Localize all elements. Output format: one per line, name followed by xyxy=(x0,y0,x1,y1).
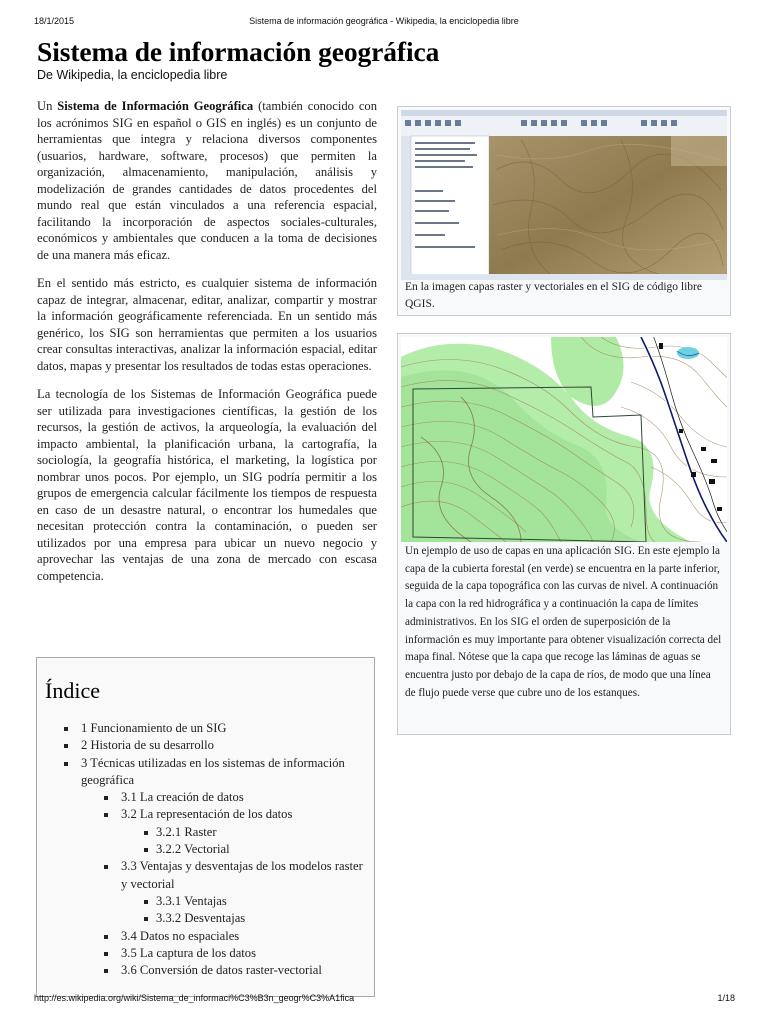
toc-item[interactable] xyxy=(37,962,375,979)
toc-item[interactable] xyxy=(37,945,375,962)
article-body xyxy=(37,98,377,596)
layers-map-caption: Un ejemplo de uso de capas en una aplicación SIG. En este ejemplo la capa de la cubierta forestal (en verde) se encuentra en la parte inferior, seguida de la capa topográfica con las curvas de nivel. A continuación la capa con la red hidrográfica y a continuación la capa de límites administrativos. En los SIG el orden de superposición de la información es muy importante para obtener visualización correcta del mapa final. Nótese que la capa que recoge las láminas de aguas se encuentra justo por debajo de la capa de ríos, de modo que una línea de flujo puede verse que cubre uno de los estanques. xyxy=(405,545,722,699)
print-page-number: 1/18 xyxy=(717,993,735,1003)
toc-bullet-icon xyxy=(64,744,68,748)
toc-bullet-icon xyxy=(104,969,108,973)
print-doc-title: Sistema de información geográfica - Wikipedia, la enciclopedia libre xyxy=(249,16,519,26)
toc-item-label[interactable]: 3.2.2 Vectorial xyxy=(156,842,230,857)
toc-bullet-icon xyxy=(144,917,148,921)
toc-item[interactable] xyxy=(37,824,375,841)
toc-item[interactable] xyxy=(37,910,375,927)
toc-bullet-icon xyxy=(104,813,108,817)
toc-bullet-icon xyxy=(64,762,68,766)
toc-item[interactable] xyxy=(37,806,375,823)
toc-item-label[interactable]: 3.5 La captura de los datos xyxy=(121,945,256,960)
toc-item[interactable] xyxy=(37,928,375,945)
toc-item[interactable] xyxy=(37,755,375,790)
print-url: http://es.wikipedia.org/wiki/Sistema_de_informaci%C3%B3n_geogr%C3%A1fica xyxy=(34,993,355,1003)
paragraph-definition: En el sentido más estricto, es cualquier sistema de información capaz de integrar, almacenar, editar, analizar, compartir y mostrar la información geográficamente referenciada. En un sentido más genérico, los SIG son herramientas que permiten a los usuarios crear consultas interactivas, analizar la información espacial, editar datos, mapas y presentar los resultados de todas estas operaciones. xyxy=(37,276,377,373)
toc-item-label[interactable]: 3.1 La creación de datos xyxy=(121,790,244,805)
toc-bullet-icon xyxy=(104,952,108,956)
paragraph-applications: La tecnología de los Sistemas de Información Geográfica puede ser utilizada para investigaciones científicas, la gestión de los recursos, la gestión de activos, la arqueología, la evaluación del impacto ambiental, la planificación urbana, la cartografía, la sociología, la geografía histórica, el marketing, la logística por nombrar unos pocos. Por ejemplo, un SIG podría permitir a los grupos de emergencia calcular fácilmente los tiempos de respuesta en caso de un desastre natural, o encontrar los humedales que necesitan protección contra la contaminación, o pueden ser utilizados por una empresa para ubicar un nuevo negocio y aprovechar las ventajas de una zona de mercado con escasa competencia. xyxy=(37,387,377,583)
toc-bullet-icon xyxy=(144,831,148,835)
layers-map-image[interactable] xyxy=(401,337,727,542)
figure-qgis xyxy=(397,106,731,316)
print-footer xyxy=(0,993,768,1007)
page-title: Sistema de información geográfica xyxy=(37,36,440,67)
toc-bullet-icon xyxy=(104,865,108,869)
print-date: 18/1/2015 xyxy=(34,16,75,26)
toc-bullet-icon xyxy=(104,935,108,939)
toc-item-label[interactable]: 3.3.2 Desventajas xyxy=(156,911,246,926)
toc-item[interactable] xyxy=(37,737,375,754)
toc-item-label[interactable]: 3.3 Ventajas y desventajas de los modelos raster y vectorial xyxy=(121,859,363,891)
toc-item-label[interactable]: 1 Funcionamiento de un SIG xyxy=(81,721,227,735)
toc-bullet-icon xyxy=(64,727,68,731)
intro-rest: (también conocido con los acrónimos SIG en español o GIS en inglés) es un conjunto de herramientas que integra y relaciona diversos componentes (usuarios, hardware, software, procesos) que permiten la organización, almacenamiento, manipulación, análisis y modelización de grandes cantidades de datos procedentes del mundo real que están vinculados a una referencia espacial, facilitando la incorporación de aspectos sociales-culturales, económicos y ambientales que conducen a la toma de decisiones de una manera más eficaz. xyxy=(37,99,377,262)
qgis-figure-caption: En la imagen capas raster y vectoriales en el SIG de código libre QGIS. xyxy=(405,281,702,311)
toc-item-label[interactable]: 3.3.1 Ventajas xyxy=(156,893,227,908)
toc-item[interactable] xyxy=(37,841,375,858)
figure-layers-map xyxy=(397,333,731,735)
toc-item-label[interactable]: 3.6 Conversión de datos raster-vectorial xyxy=(121,963,322,978)
qgis-screenshot-image[interactable] xyxy=(401,110,727,280)
toc-item-label[interactable]: 3.4 Datos no espaciales xyxy=(121,928,240,943)
toc-bullet-icon xyxy=(144,900,148,904)
toc-item-label[interactable]: 3.2.1 Raster xyxy=(156,824,217,839)
toc-item[interactable] xyxy=(37,789,375,806)
print-header xyxy=(0,16,768,30)
toc-item[interactable] xyxy=(37,893,375,910)
table-of-contents xyxy=(36,657,375,997)
paragraph-intro xyxy=(37,98,377,263)
toc-bullet-icon xyxy=(104,796,108,800)
toc-list xyxy=(37,720,375,979)
page-subtitle: De Wikipedia, la enciclopedia libre xyxy=(37,68,228,82)
intro-prefix: Un xyxy=(37,99,58,113)
toc-item-label[interactable]: 3 Técnicas utilizadas en los sistemas de información geográfica xyxy=(81,755,345,787)
toc-item-label[interactable]: 2 Historia de su desarrollo xyxy=(81,738,214,753)
toc-item-label[interactable]: 3.2 La representación de los datos xyxy=(121,807,293,822)
intro-bold-term[interactable]: Sistema de Información Geográfica xyxy=(57,99,254,113)
toc-bullet-icon xyxy=(144,848,148,852)
toc-item[interactable] xyxy=(37,858,375,893)
toc-title: Índice xyxy=(45,678,100,703)
toc-item[interactable] xyxy=(37,720,375,737)
